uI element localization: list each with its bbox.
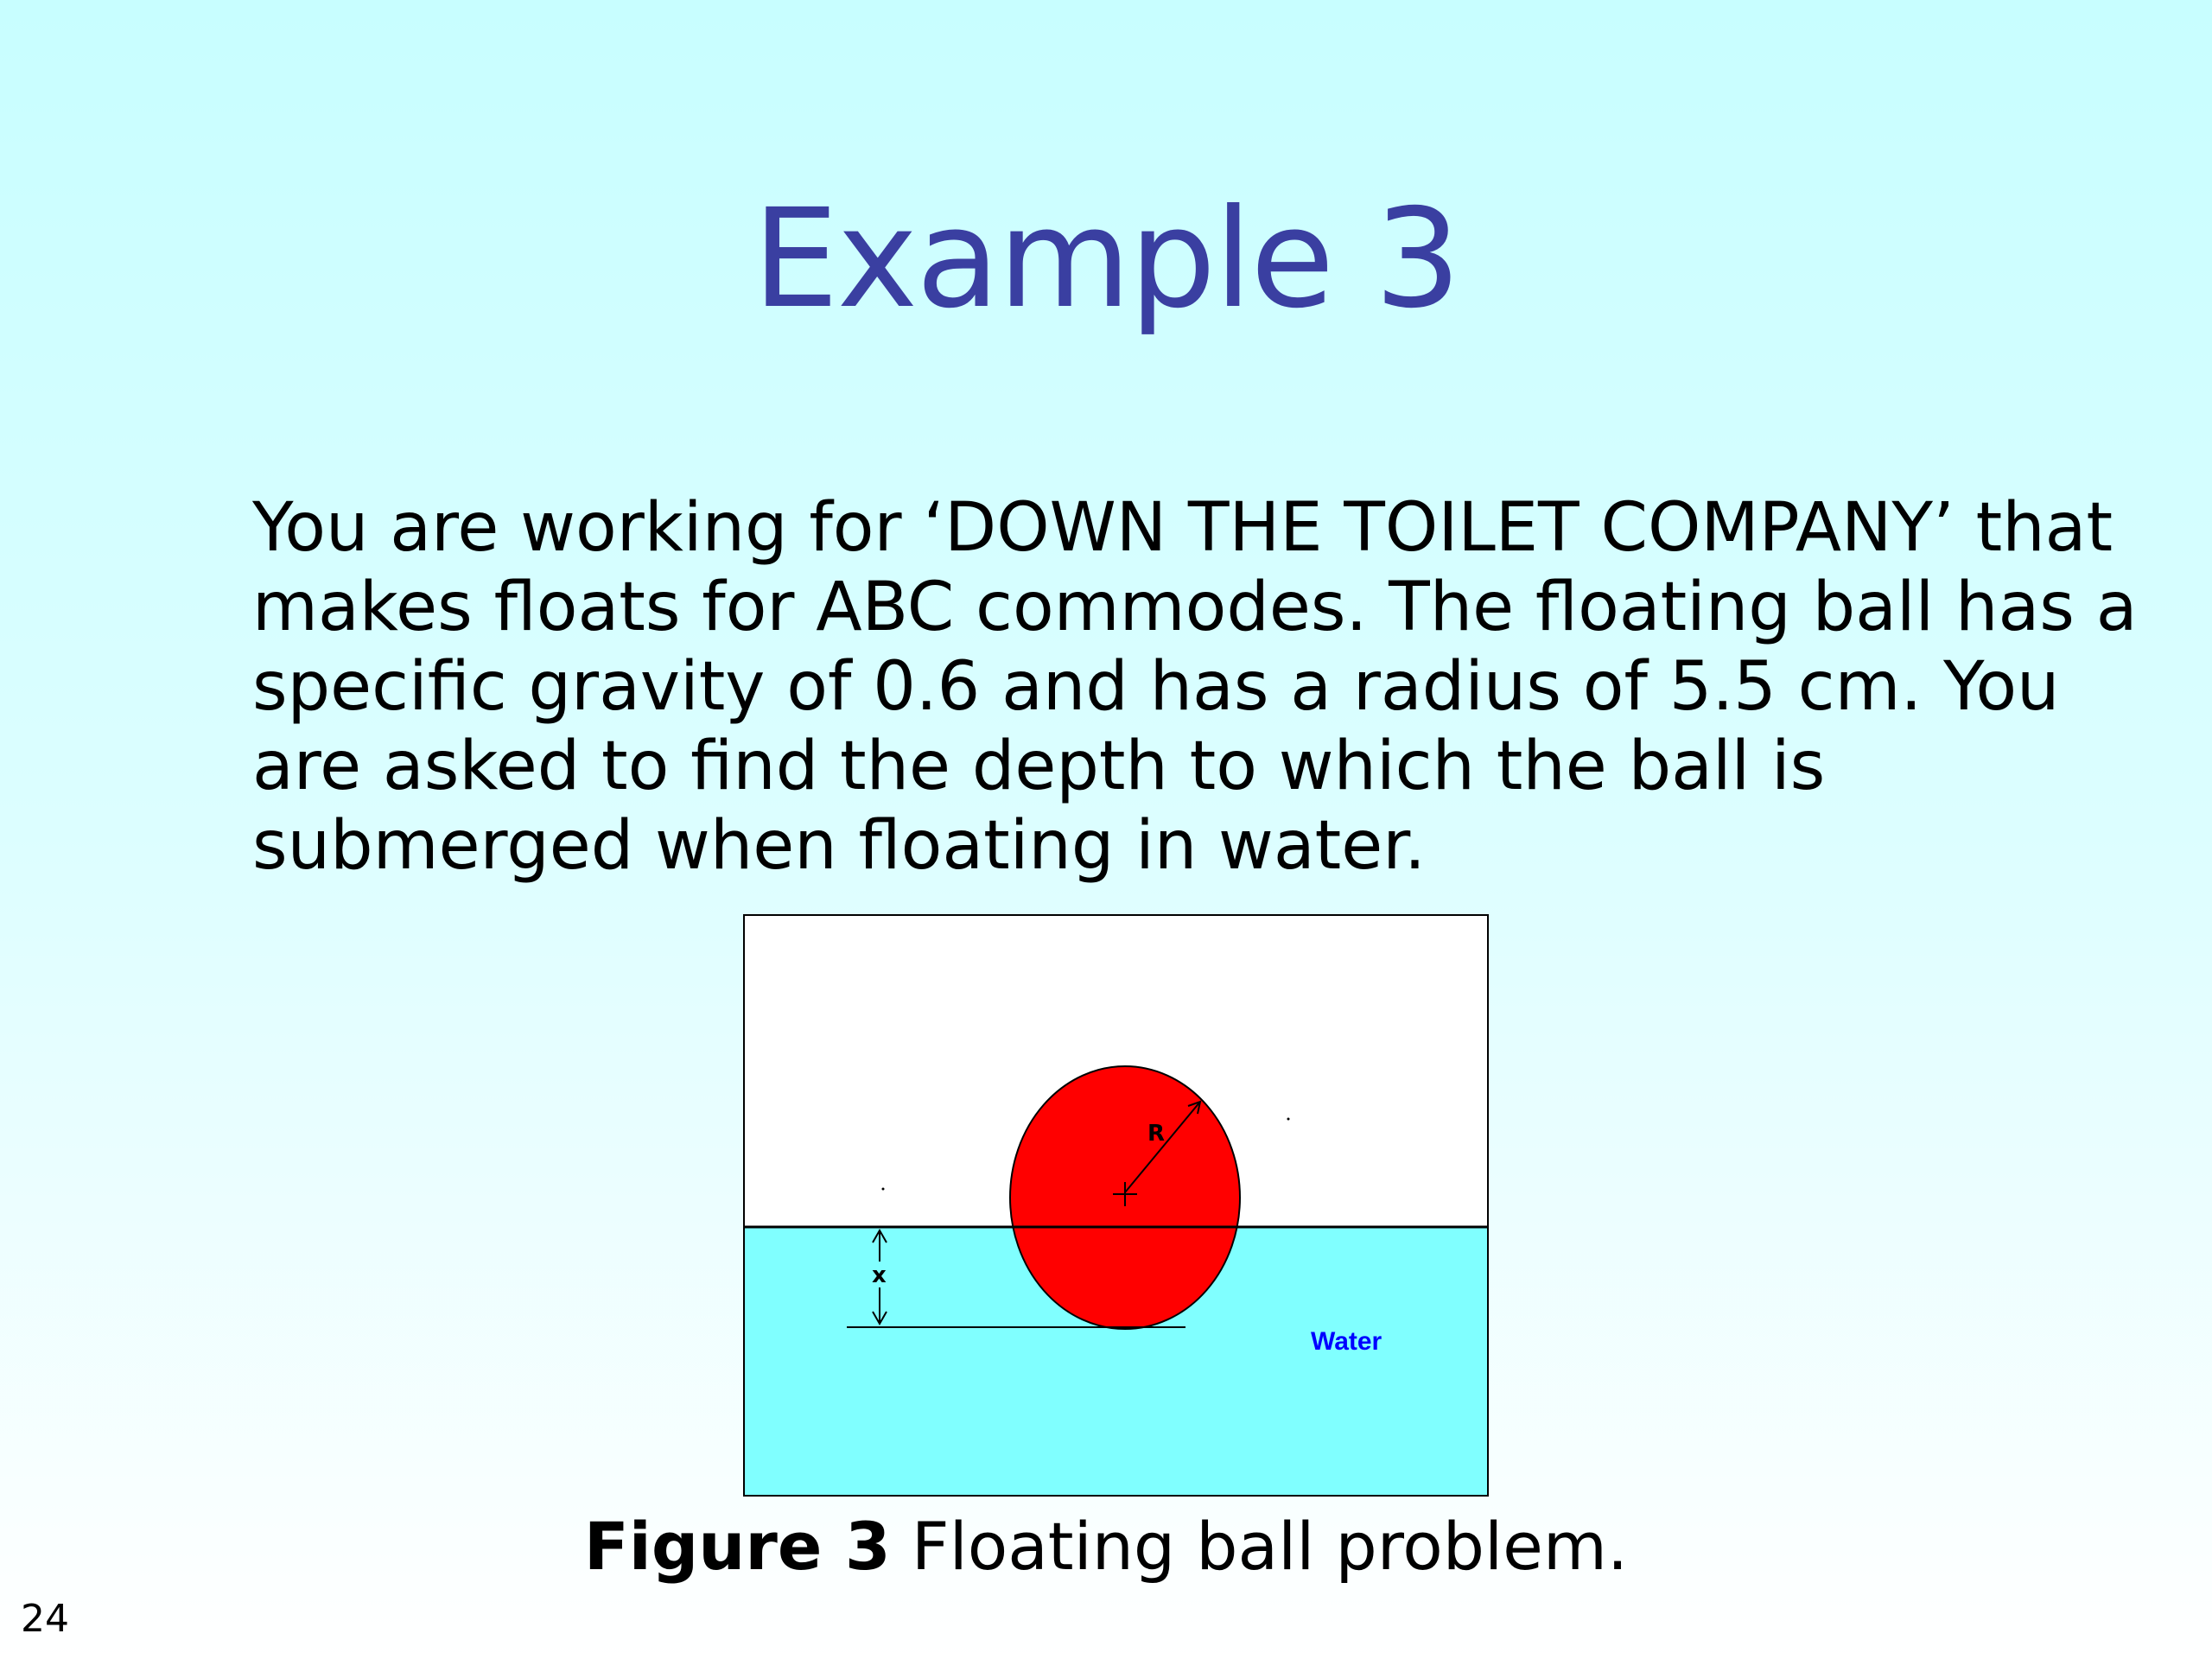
problem-line: are asked to find the depth to which the ball is xyxy=(252,728,1826,805)
slide-title: Example 3 xyxy=(752,180,1460,339)
problem-line: You are working for ‘DOWN THE TOILET COMPANY’ that xyxy=(252,489,2113,567)
water-label: Water xyxy=(1311,1327,1382,1356)
problem-line: specific gravity of 0.6 and has a radius of 5.5 cm. You xyxy=(252,648,2060,726)
problem-statement xyxy=(252,488,2136,886)
floating-ball-figure xyxy=(743,914,1489,1497)
stray-dot xyxy=(882,1188,885,1191)
floating-ball-diagram xyxy=(745,916,1487,1495)
figure-caption-label: Figure 3 xyxy=(583,1508,891,1585)
slide-number: 24 xyxy=(21,1597,69,1641)
radius-label: R xyxy=(1147,1121,1166,1147)
figure-caption-text: Floating ball problem. xyxy=(890,1508,1629,1585)
stray-dot xyxy=(1287,1118,1290,1121)
problem-line: submerged when floating in water. xyxy=(252,807,1426,885)
depth-label: x xyxy=(872,1262,887,1288)
figure-caption xyxy=(0,1508,2212,1586)
problem-line: makes floats for ABC commodes. The floating ball has a xyxy=(252,569,2138,646)
